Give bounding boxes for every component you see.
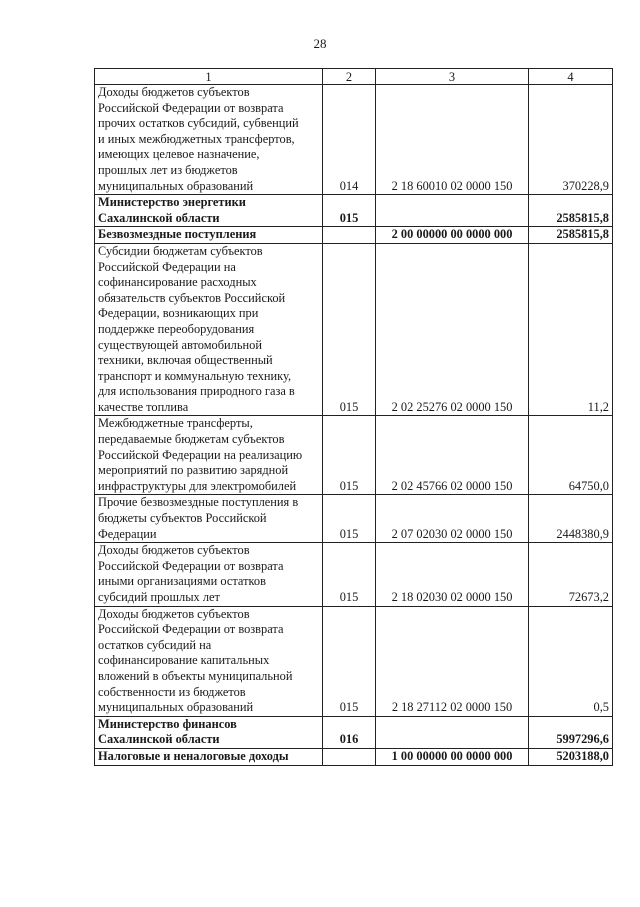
row-name: [95, 85, 323, 195]
page-number: 28: [313, 36, 327, 51]
row-name: [95, 495, 323, 543]
row-budget-code: 2 02 25276 02 0000 150: [376, 243, 529, 416]
row-admin-code: [323, 748, 376, 765]
column-header: 3: [376, 69, 529, 85]
row-budget-code: [376, 195, 529, 227]
row-name-line: софинансирование капитальных: [98, 653, 270, 668]
row-name-line: техники, включая общественный: [98, 353, 273, 368]
row-amount: 2585815,8: [529, 227, 613, 244]
row-name-line: Сахалинской области: [98, 210, 220, 225]
revenue-table: [94, 68, 613, 766]
row-name-line: Сахалинской области: [98, 732, 220, 747]
row-name-line: Межбюджетные трансферты,: [98, 416, 253, 431]
row-name: [95, 195, 323, 227]
row-name-line: прочих остатков субсидий, субвенций: [98, 116, 299, 131]
row-budget-code: 2 00 00000 00 0000 000: [376, 227, 529, 244]
column-header: 4: [529, 69, 613, 85]
table-row: [95, 85, 613, 195]
row-name-line: Доходы бюджетов субъектов: [98, 85, 250, 99]
table-row: [95, 748, 613, 765]
row-name-line: обязательств субъектов Российской: [98, 290, 286, 305]
row-name-line: качестве топлива: [98, 399, 189, 414]
table-row: [95, 227, 613, 244]
row-admin-code: 015: [323, 416, 376, 495]
row-name-line: остатков субсидий на: [98, 637, 212, 652]
row-name: [95, 243, 323, 416]
row-name-line: Безвозмездные поступления: [98, 227, 257, 242]
row-name-line: Российской Федерации от возврата: [98, 558, 284, 573]
row-name-line: прошлых лет из бюджетов: [98, 162, 238, 177]
row-budget-code: [376, 716, 529, 748]
row-name: [95, 748, 323, 765]
table-row: [95, 416, 613, 495]
row-name-line: Министерство финансов: [98, 716, 237, 731]
table-row: [95, 543, 613, 606]
column-header: 2: [323, 69, 376, 85]
row-budget-code: 2 07 02030 02 0000 150: [376, 495, 529, 543]
row-name-line: Федерации, возникающих при: [98, 306, 259, 321]
row-name-line: поддержке переоборудования: [98, 321, 255, 336]
row-name-line: для использования природного газа в: [98, 384, 295, 399]
row-name-line: иными организациями остатков: [98, 574, 266, 589]
row-name-line: Доходы бюджетов субъектов: [98, 543, 250, 558]
row-budget-code: 1 00 00000 00 0000 000: [376, 748, 529, 765]
row-name-line: муниципальных образований: [98, 178, 254, 193]
row-name-line: Федерации: [98, 526, 157, 541]
row-name-line: собственности из бюджетов: [98, 684, 246, 699]
table-row: [95, 495, 613, 543]
row-name-line: муниципальных образований: [98, 700, 254, 715]
row-admin-code: 014: [323, 85, 376, 195]
row-name: [95, 227, 323, 244]
row-amount: 2448380,9: [529, 495, 613, 543]
row-amount: 5203188,0: [529, 748, 613, 765]
row-name-line: Министерство энергетики: [98, 195, 246, 210]
table-row: [95, 195, 613, 227]
row-name: [95, 716, 323, 748]
row-amount: 72673,2: [529, 543, 613, 606]
row-name-line: Российской Федерации от возврата: [98, 622, 284, 637]
row-name-line: Российской Федерации на реализацию: [98, 447, 303, 462]
row-name-line: и иных межбюджетных трансфертов,: [98, 131, 295, 146]
table-row: [95, 243, 613, 416]
row-budget-code: 2 02 45766 02 0000 150: [376, 416, 529, 495]
row-name-line: бюджеты субъектов Российской: [98, 511, 267, 526]
row-admin-code: 015: [323, 195, 376, 227]
row-admin-code: [323, 227, 376, 244]
row-name-line: вложений в объекты муниципальной: [98, 668, 293, 683]
row-name: [95, 543, 323, 606]
row-name-line: Налоговые и неналоговые доходы: [98, 748, 289, 763]
row-name-line: инфраструктуры для электромобилей: [98, 478, 297, 493]
row-admin-code: 016: [323, 716, 376, 748]
column-header: 1: [95, 69, 323, 85]
row-name-line: софинансирование расходных: [98, 275, 257, 290]
row-name-line: Российской Федерации на: [98, 259, 236, 274]
row-budget-code: 2 18 27112 02 0000 150: [376, 606, 529, 716]
row-name-line: Прочие безвозмездные поступления в: [98, 495, 299, 510]
row-name-line: Доходы бюджетов субъектов: [98, 606, 250, 621]
row-budget-code: 2 18 60010 02 0000 150: [376, 85, 529, 195]
row-amount: 0,5: [529, 606, 613, 716]
row-admin-code: 015: [323, 495, 376, 543]
row-name-line: Субсидии бюджетам субъектов: [98, 243, 263, 258]
row-name-line: существующей автомобильной: [98, 337, 262, 352]
table-row: [95, 606, 613, 716]
row-name-line: имеющих целевое назначение,: [98, 147, 260, 162]
row-name-line: субсидий прошлых лет: [98, 590, 220, 604]
table-row: [95, 716, 613, 748]
row-name-line: Российской Федерации от возврата: [98, 100, 284, 115]
row-amount: 11,2: [529, 243, 613, 416]
row-name-line: транспорт и коммунальную технику,: [98, 368, 292, 383]
row-name: [95, 606, 323, 716]
row-name-line: мероприятий по развитию зарядной: [98, 463, 289, 478]
row-admin-code: 015: [323, 243, 376, 416]
row-admin-code: 015: [323, 543, 376, 606]
row-amount: 5997296,6: [529, 716, 613, 748]
row-admin-code: 015: [323, 606, 376, 716]
row-name: [95, 416, 323, 495]
row-amount: 2585815,8: [529, 195, 613, 227]
row-budget-code: 2 18 02030 02 0000 150: [376, 543, 529, 606]
row-name-line: передаваемые бюджетам субъектов: [98, 432, 285, 447]
table-header-row: [95, 69, 613, 85]
row-amount: 64750,0: [529, 416, 613, 495]
row-amount: 370228,9: [529, 85, 613, 195]
table-body: [95, 69, 613, 766]
